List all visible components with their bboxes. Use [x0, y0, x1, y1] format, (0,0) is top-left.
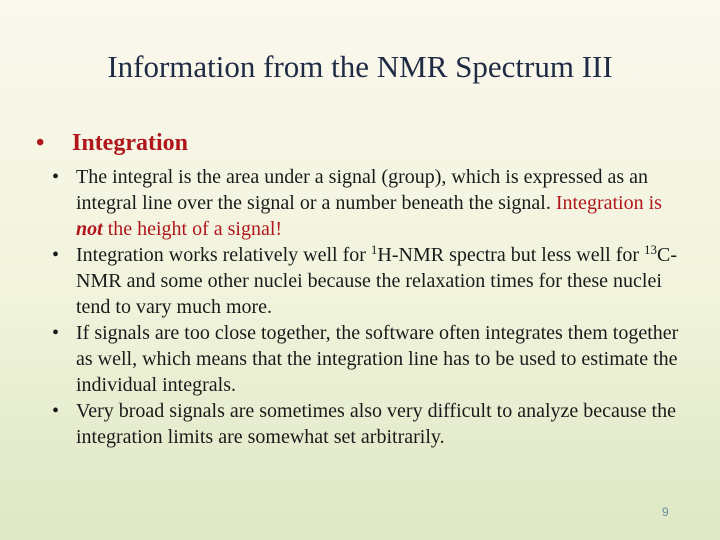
list-item — [52, 398, 692, 450]
emphasis-text: not — [76, 218, 103, 240]
item-text: Integration works relatively well for — [76, 244, 371, 266]
item-text: Very broad signals are sometimes also very difficult to analyze because the integration limits are somewhat set arbitrarily. — [76, 400, 676, 448]
section-heading — [36, 128, 188, 158]
bullet-list — [52, 164, 692, 450]
section-heading-label: Integration — [72, 130, 188, 156]
list-item — [52, 320, 692, 398]
list-item — [52, 242, 692, 320]
bullet-icon: • — [36, 130, 45, 156]
warning-text-part: Integration is — [555, 192, 662, 214]
item-text: The integral is the area under a signal (group), which is expressed as an integral line over the signal or a number beneath the signal. — [76, 166, 649, 214]
item-text: If signals are too close together, the software often integrates them together as well, which means that the integration line has to be used to estimate the individual integrals. — [76, 322, 679, 396]
list-item — [52, 164, 692, 242]
slide-title: Information from the NMR Spectrum III — [107, 49, 613, 84]
superscript: 13 — [644, 242, 658, 257]
warning-text-part: the height of a signal! — [102, 218, 283, 240]
page-number: 9 — [662, 505, 669, 519]
item-text: H-NMR spectra but less well for — [377, 244, 645, 266]
item-text: C-NMR and some other nuclei because the relaxation times for these nuclei tend to vary much more. — [76, 244, 678, 318]
superscript: 1 — [370, 242, 378, 257]
